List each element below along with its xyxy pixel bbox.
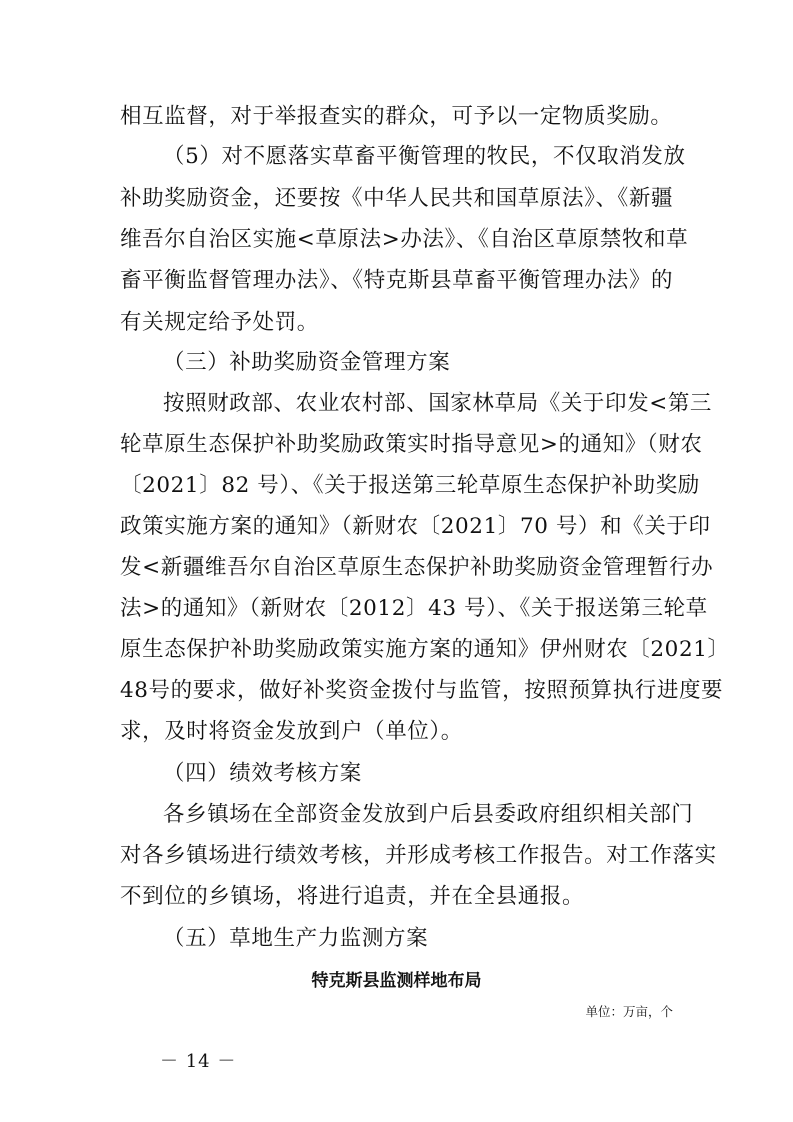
paragraph-line: 48号的要求，做好补奖资金拨付与监管，按照预算执行进度要 bbox=[120, 678, 724, 703]
paragraph-line: 畜平衡监督管理办法》、《特克斯县草畜平衡管理办法》的 bbox=[120, 268, 674, 293]
page-number: － 14 － bbox=[160, 1051, 237, 1072]
paragraph-line: 各乡镇场在全部资金发放到户后县委政府组织相关部门 bbox=[163, 802, 694, 827]
paragraph-line: 补助奖励资金，还要按《中华人民共和国草原法》、《新疆 bbox=[120, 186, 674, 211]
section-heading: （五）草地生产力监测方案 bbox=[163, 926, 429, 951]
section-heading: （四）绩效考核方案 bbox=[163, 761, 362, 786]
paragraph-line: 求，及时将资金发放到户（单位）。 bbox=[120, 719, 463, 744]
paragraph-line: 有关规定给予处罚。 bbox=[120, 310, 319, 335]
paragraph-line: 轮草原生态保护补助奖励政策实时指导意见>的通知》（财农 bbox=[120, 432, 703, 457]
table-title: 特克斯县监测样地布局 bbox=[311, 971, 482, 991]
paragraph-line: 相互监督，对于举报查实的群众，可予以一定物质奖励。 bbox=[120, 104, 673, 129]
unit-note: 单位：万亩，个 bbox=[585, 1004, 673, 1019]
paragraph-line: 法>的通知》（新财农〔2012〕43 号）、《关于报送第三轮草 bbox=[120, 596, 708, 621]
paragraph-line: 发<新疆维吾尔自治区草原生态保护补助奖励资金管理暂行办 bbox=[120, 555, 714, 580]
paragraph-line: 政策实施方案的通知》（新财农〔2021〕70 号）和《关于印 bbox=[120, 514, 711, 539]
paragraph-line: （5）对不愿落实草畜平衡管理的牧民，不仅取消发放 bbox=[163, 144, 686, 169]
paragraph-line: 原生态保护补助奖励政策实施方案的通知》伊州财农〔2021〕 bbox=[120, 637, 730, 662]
paragraph-line: 按照财政部、农业农村部、国家林草局《关于印发<第三 bbox=[163, 391, 713, 416]
paragraph-line: 维吾尔自治区实施<草原法>办法》、《自治区草原禁牧和草 bbox=[120, 227, 689, 252]
paragraph-line: 对各乡镇场进行绩效考核，并形成考核工作报告。对工作落实 bbox=[120, 843, 717, 868]
paragraph-line: 不到位的乡镇场，将进行追责，并在全县通报。 bbox=[120, 884, 585, 909]
section-heading: （三）补助奖励资金管理方案 bbox=[163, 350, 451, 375]
paragraph-line: 〔2021〕82 号）、《关于报送第三轮草原生态保护补助奖励 bbox=[120, 473, 700, 498]
